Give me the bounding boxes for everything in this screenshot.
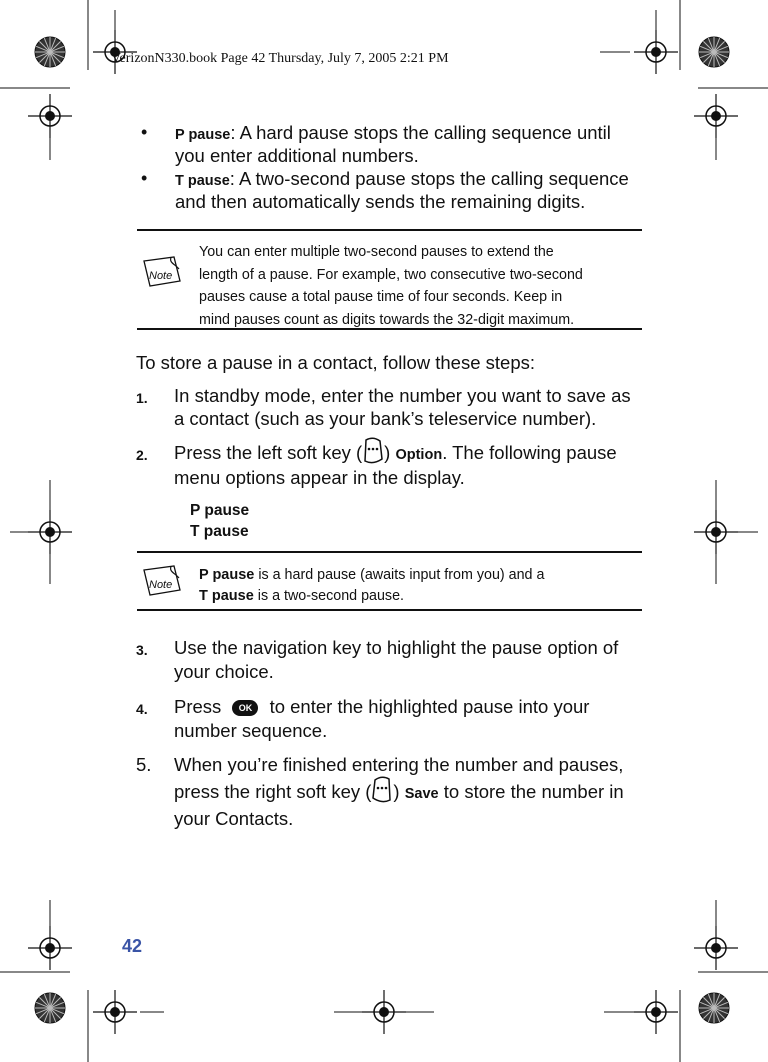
note-line: You can enter multiple two-second pauses to extend the	[199, 244, 554, 260]
step-text-cont: your Contacts.	[174, 808, 294, 829]
option-key-label: Option	[395, 447, 443, 463]
step-text: to enter the highlighted pause into your	[264, 696, 590, 717]
menu-option-t-pause: T pause	[190, 523, 249, 540]
step-number: 4.	[136, 701, 148, 717]
step-text: . The following pause	[442, 442, 617, 463]
step-text: press the right soft key (	[174, 781, 372, 802]
step-text-cont: menu options appear in the display.	[174, 467, 465, 488]
pause-menu-options	[190, 500, 249, 542]
step-text-cont: a contact (such as your bank’s teleservice number).	[174, 408, 597, 429]
step-text: to store the number in	[438, 781, 624, 802]
note-icon	[140, 255, 184, 289]
step-text: Press	[174, 696, 227, 717]
bullet-text: : A hard pause stops the calling sequence until	[230, 122, 611, 143]
note-1	[199, 241, 583, 331]
step-text: In standby mode, enter the number you want to save as	[174, 385, 631, 406]
step-text: When you’re finished entering the number and pauses,	[174, 754, 624, 775]
page-number: 42	[122, 936, 143, 956]
note-line: pauses cause a total pause time of four seconds. Keep in	[199, 289, 563, 305]
note-line: is a hard pause (awaits input from you) and a	[254, 567, 545, 583]
menu-option-p-pause: P pause	[190, 502, 250, 519]
step-number: 3.	[136, 642, 148, 658]
step-text: )	[393, 781, 405, 802]
left-soft-key-icon	[362, 437, 384, 465]
term-t-pause: T pause	[199, 588, 254, 604]
bullet-text-cont: you enter additional numbers.	[175, 145, 419, 166]
bullet-item-p-pause	[141, 121, 665, 167]
svg-text:Note: Note	[149, 579, 173, 591]
term-p-pause: P pause	[175, 127, 231, 143]
step-text: Use the navigation key to highlight the pause option of	[174, 637, 619, 658]
term-p-pause: P pause	[199, 567, 255, 583]
bullet-text-cont: and then automatically sends the remaining digits.	[175, 191, 586, 212]
svg-text:Note: Note	[149, 270, 173, 282]
step-text-cont: your choice.	[174, 661, 274, 682]
save-key-label: Save	[404, 786, 439, 802]
bullet-list	[141, 121, 665, 213]
bullet-item-t-pause	[141, 167, 665, 213]
term-t-pause: T pause	[175, 173, 230, 189]
intro-text: To store a pause in a contact, follow these steps:	[136, 352, 536, 373]
step-number: 5.	[136, 754, 152, 775]
bullet-symbol: •	[141, 122, 148, 142]
note-rule-top	[137, 229, 642, 231]
ok-key-icon: OK	[232, 700, 258, 716]
right-soft-key-icon	[371, 776, 393, 804]
step-text-cont: number sequence.	[174, 720, 328, 741]
note-2	[199, 565, 544, 607]
note-line: is a two-second pause.	[253, 588, 404, 604]
step-text: )	[384, 442, 396, 463]
note-line: mind pauses count as digits towards the 32-digit maximum.	[199, 311, 575, 328]
step-number: 2.	[136, 447, 148, 463]
bullet-text: : A two-second pause stops the calling sequence	[229, 168, 629, 189]
note-line: length of a pause. For example, two consecutive two-second	[199, 266, 583, 283]
bullet-symbol: •	[141, 168, 148, 188]
note-rule-top	[137, 551, 642, 553]
book-stamp: VerizonN330.book Page 42 Thursday, July 7, 2005 2:21 PM	[111, 51, 449, 66]
step-text: Press the left soft key (	[174, 442, 363, 463]
note-icon	[140, 564, 184, 598]
note-rule-bottom	[137, 609, 642, 611]
step-number: 1.	[136, 390, 148, 406]
note-rule-bottom	[137, 328, 642, 330]
